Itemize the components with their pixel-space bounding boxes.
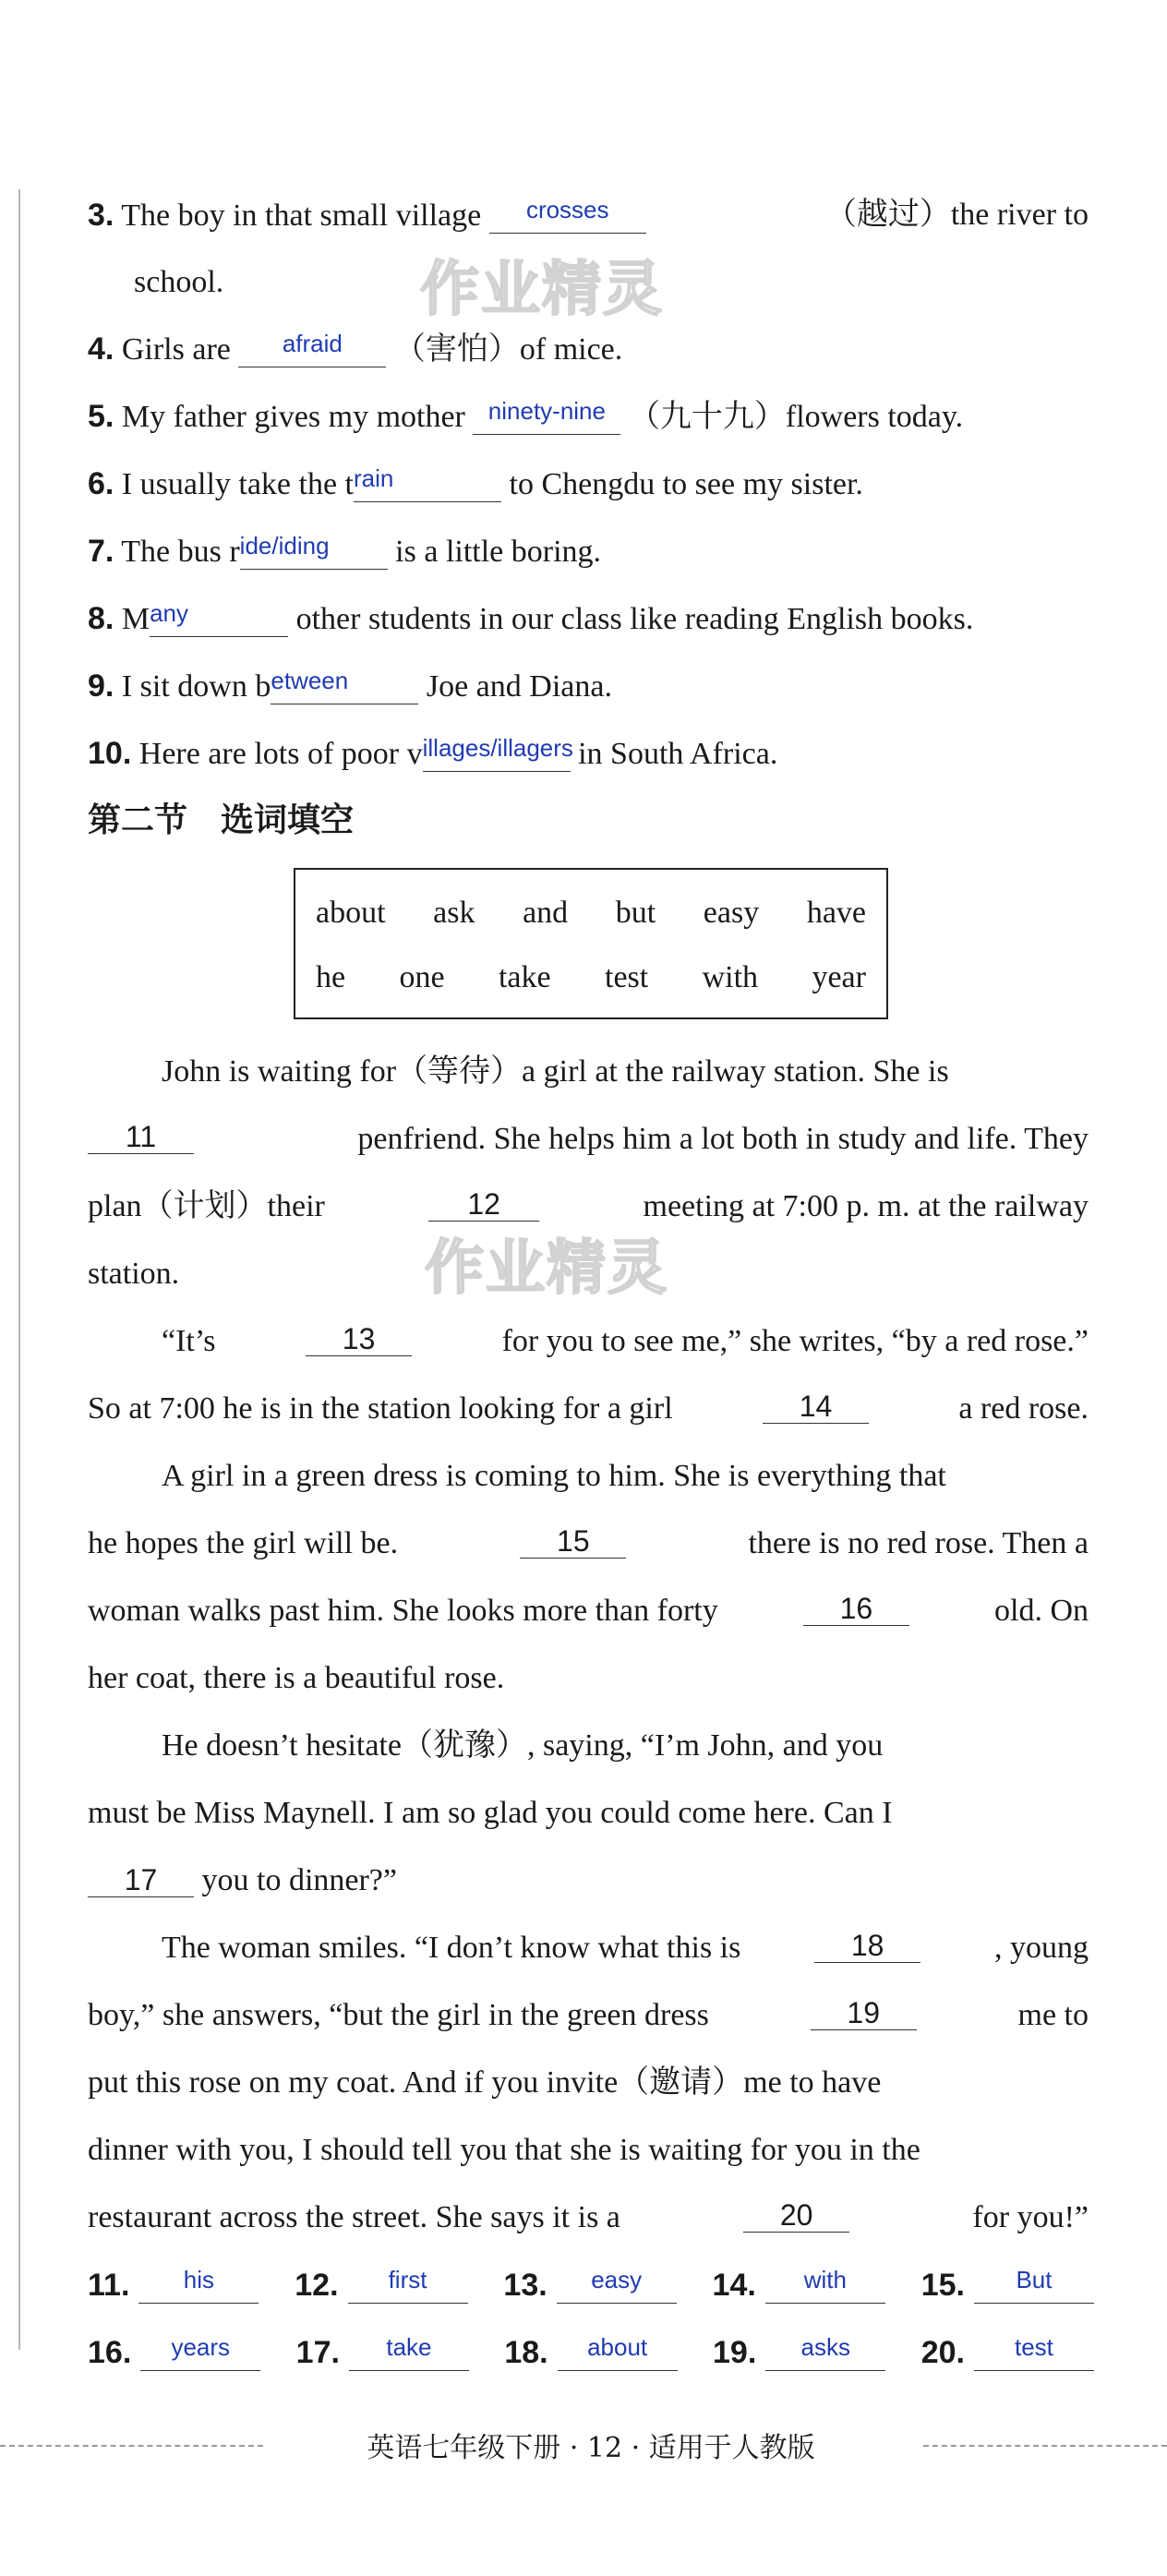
answer-cell: 14. $^{with}$	[713, 2266, 885, 2305]
passage-line: 11 penfriend. She helps him a lot both in study and life. They	[88, 1120, 1089, 1159]
passage-line: 17 you to dinner?”	[88, 1861, 1089, 1900]
item-6: 6. I usually take the $t^{rain}$ to Chengdu to see my sister.	[88, 464, 863, 501]
word: with	[702, 960, 759, 994]
section-two-title: 第二节 选词填空	[88, 801, 355, 839]
item-4: 4. Girls are $^{afraid}$ （害怕）of mice.	[88, 330, 623, 367]
word: year	[812, 960, 866, 994]
passage-line: station.	[88, 1257, 180, 1291]
word: test	[605, 960, 649, 994]
word: but	[615, 896, 656, 930]
answer-cell: 16. $^{years}$	[88, 2333, 260, 2372]
passage-line: restaurant across the street. She says it is a 20 for you!”	[88, 2198, 1089, 2234]
item-9: 9. I sit down $b^{etween}$ Joe and Diana.	[88, 667, 612, 704]
word-box	[294, 868, 888, 1019]
word-box-row-2	[316, 960, 866, 995]
answer-cell: 20. $^{test}$	[921, 2333, 1094, 2372]
passage-line: her coat, there is a beautiful rose.	[88, 1661, 505, 1695]
passage-line: “It’s 13 for you to see me,” she writes, “by a red rose.”	[162, 1322, 1089, 1358]
word: one	[399, 960, 445, 994]
answer-cell: 17. $^{take}$	[296, 2333, 469, 2372]
passage-line: must be Miss Maynell. I am so glad you could come here. Can I	[88, 1796, 893, 1830]
word: he	[316, 960, 346, 994]
watermark-1: 作业精灵	[420, 256, 664, 324]
passage-line: dinner with you, I should tell you that she is waiting for you in the	[88, 2133, 920, 2167]
word: easy	[703, 896, 760, 930]
passage-line: So at 7:00 he is in the station looking for a girl 14 a red rose.	[88, 1390, 1089, 1426]
watermark-2: 作业精灵	[425, 1234, 668, 1303]
passage-line: boy,” she answers, “but the girl in the green dress 19 me to	[88, 1996, 1089, 2032]
passage-line: woman walks past him. She looks more than forty 16 old. On	[88, 1592, 1089, 1628]
passage-line: he hopes the girl will be. 15 there is no red rose. Then a	[88, 1524, 1089, 1560]
answer-cell: 18. $^{about}$	[504, 2333, 677, 2372]
passage-line: put this rose on my coat. And if you invite（邀请）me to have	[88, 2065, 882, 2100]
passage-line: plan（计划）their 12 meeting at 7:00 p. m. at the railway	[88, 1187, 1089, 1223]
item-10: 10. Here are lots of poor $v^{illages/illagers}$ in South Africa.	[88, 734, 778, 771]
word: about	[316, 896, 386, 930]
page-footer: 英语七年级下册 · 12 · 适用于人教版	[367, 2432, 815, 2464]
answer-cell: 19. $^{asks}$	[713, 2333, 885, 2372]
word-box-row-1	[316, 896, 866, 931]
answer-cell: 11. $^{his}$	[88, 2266, 259, 2305]
answer-cell: 12. $^{first}$	[295, 2266, 467, 2305]
item-3: 3. The boy in that small village $^{crosses}$ （越过）the river to	[88, 196, 1089, 233]
word: ask	[433, 896, 475, 930]
footer-rule-right	[923, 2445, 1167, 2447]
margin-line	[18, 189, 20, 2350]
word: take	[498, 960, 551, 994]
word: have	[806, 896, 866, 930]
item-3-cont: school.	[134, 265, 224, 299]
answer-cell: 13. $^{easy}$	[503, 2266, 676, 2305]
passage-line: John is waiting for（等待）a girl at the railway station. She is	[162, 1054, 949, 1089]
passage-line: A girl in a green dress is coming to him. She is everything that	[162, 1459, 946, 1493]
footer-rule-left	[0, 2445, 263, 2447]
passage-line: He doesn’t hesitate（犹豫）, saying, “I’m John, and you	[162, 1728, 884, 1763]
answer-row-2	[88, 2333, 1094, 2372]
answer-row-1	[88, 2266, 1094, 2305]
item-7: 7. The bus $r^{ide/iding}$ is a little boring.	[88, 532, 602, 569]
word: and	[523, 896, 569, 930]
passage-line: The woman smiles. “I don’t know what this is 18 , young	[162, 1929, 1089, 1965]
item-5: 5. My father gives my mother $^{ninety-nine}$ （九十九）flowers today.	[88, 397, 964, 434]
answer-cell: 15. $^{But}$	[921, 2266, 1094, 2305]
item-8: 8. $M^{any}$ other students in our class like reading English books.	[88, 599, 974, 636]
